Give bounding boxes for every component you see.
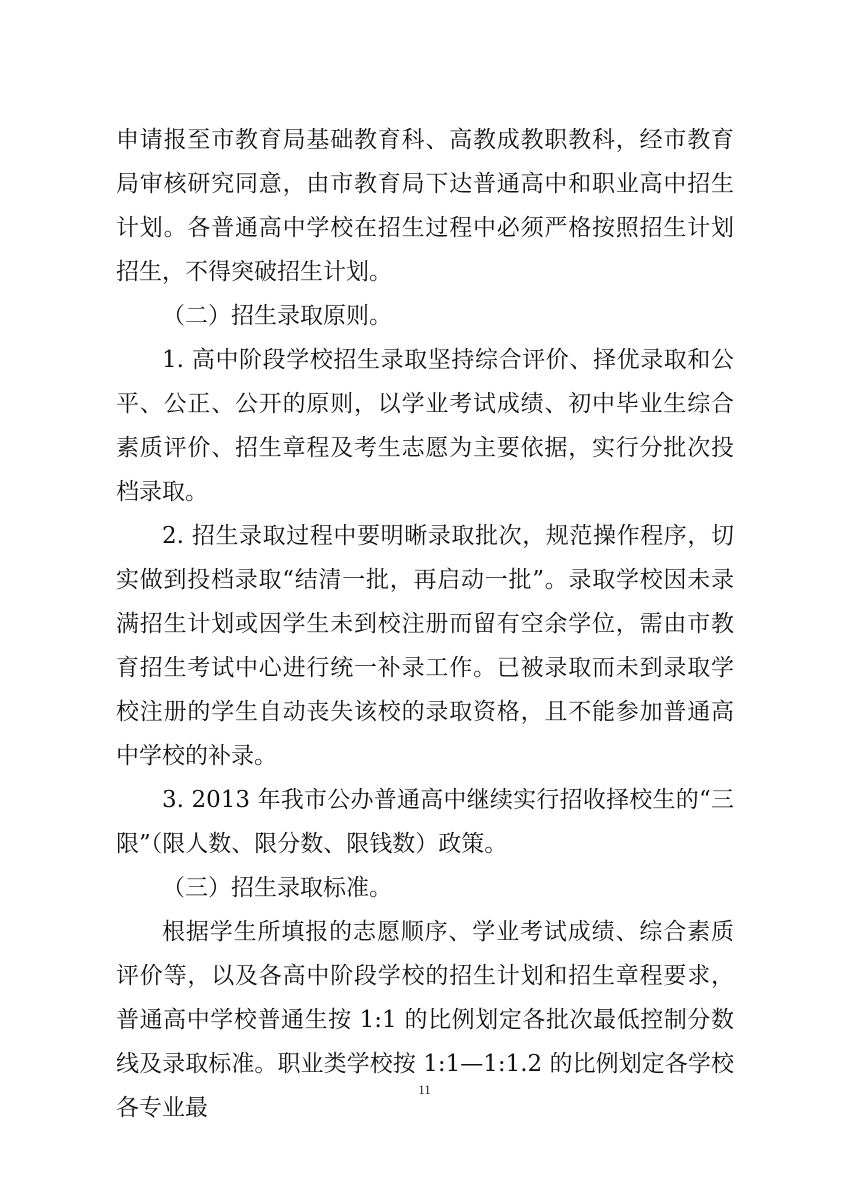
paragraph-standards: 根据学生所填报的志愿顺序、学业考试成绩、综合素质评价等，以及各高中阶段学校的招生计划和招生章程要求，普通高中学校普通生按 1:1 的比例划定各批次最低控制分数线及录取标准。职业类学校按 1:1—1:1.2 的比例划定各学校各专业最: [116, 919, 734, 1121]
paragraph-continuation: 申请报至市教育局基础教育科、高教成教职教科，经市教育局审核研究同意，由市教育局下达普通高中和职业高中招生计划。各普通高中学校在招生过程中必须严格按照招生计划招生，不得突破招生计划。: [116, 127, 734, 285]
body-text: [116, 118, 734, 1130]
paragraph-item-3: 3. 2013 年我市公办普通高中继续实行招收择校生的“三限”（限人数、限分数、限钱数）政策。: [116, 787, 734, 857]
section-heading-admission-standards: （三）招生录取标准。: [162, 875, 392, 901]
section-heading-admission-principles: （二）招生录取原则。: [162, 303, 392, 329]
page-number: 11: [418, 1082, 431, 1097]
paragraph-item-1: 1. 高中阶段学校招生录取坚持综合评价、择优录取和公平、公正、公开的原则，以学业考试成绩、初中毕业生综合素质评价、招生章程及考生志愿为主要依据，实行分批次投档录取。: [116, 347, 734, 505]
paragraph-item-2: 2. 招生录取过程中要明晰录取批次，规范操作程序，切实做到投档录取“结清一批，再启动一批”。录取学校因未录满招生计划或因学生未到校注册而留有空余学位，需由市教育招生考试中心进行统一补录工作。已被录取而未到录取学校注册的学生自动丧失该校的录取资格，且不能参加普通高中学校的补录。: [116, 523, 734, 769]
